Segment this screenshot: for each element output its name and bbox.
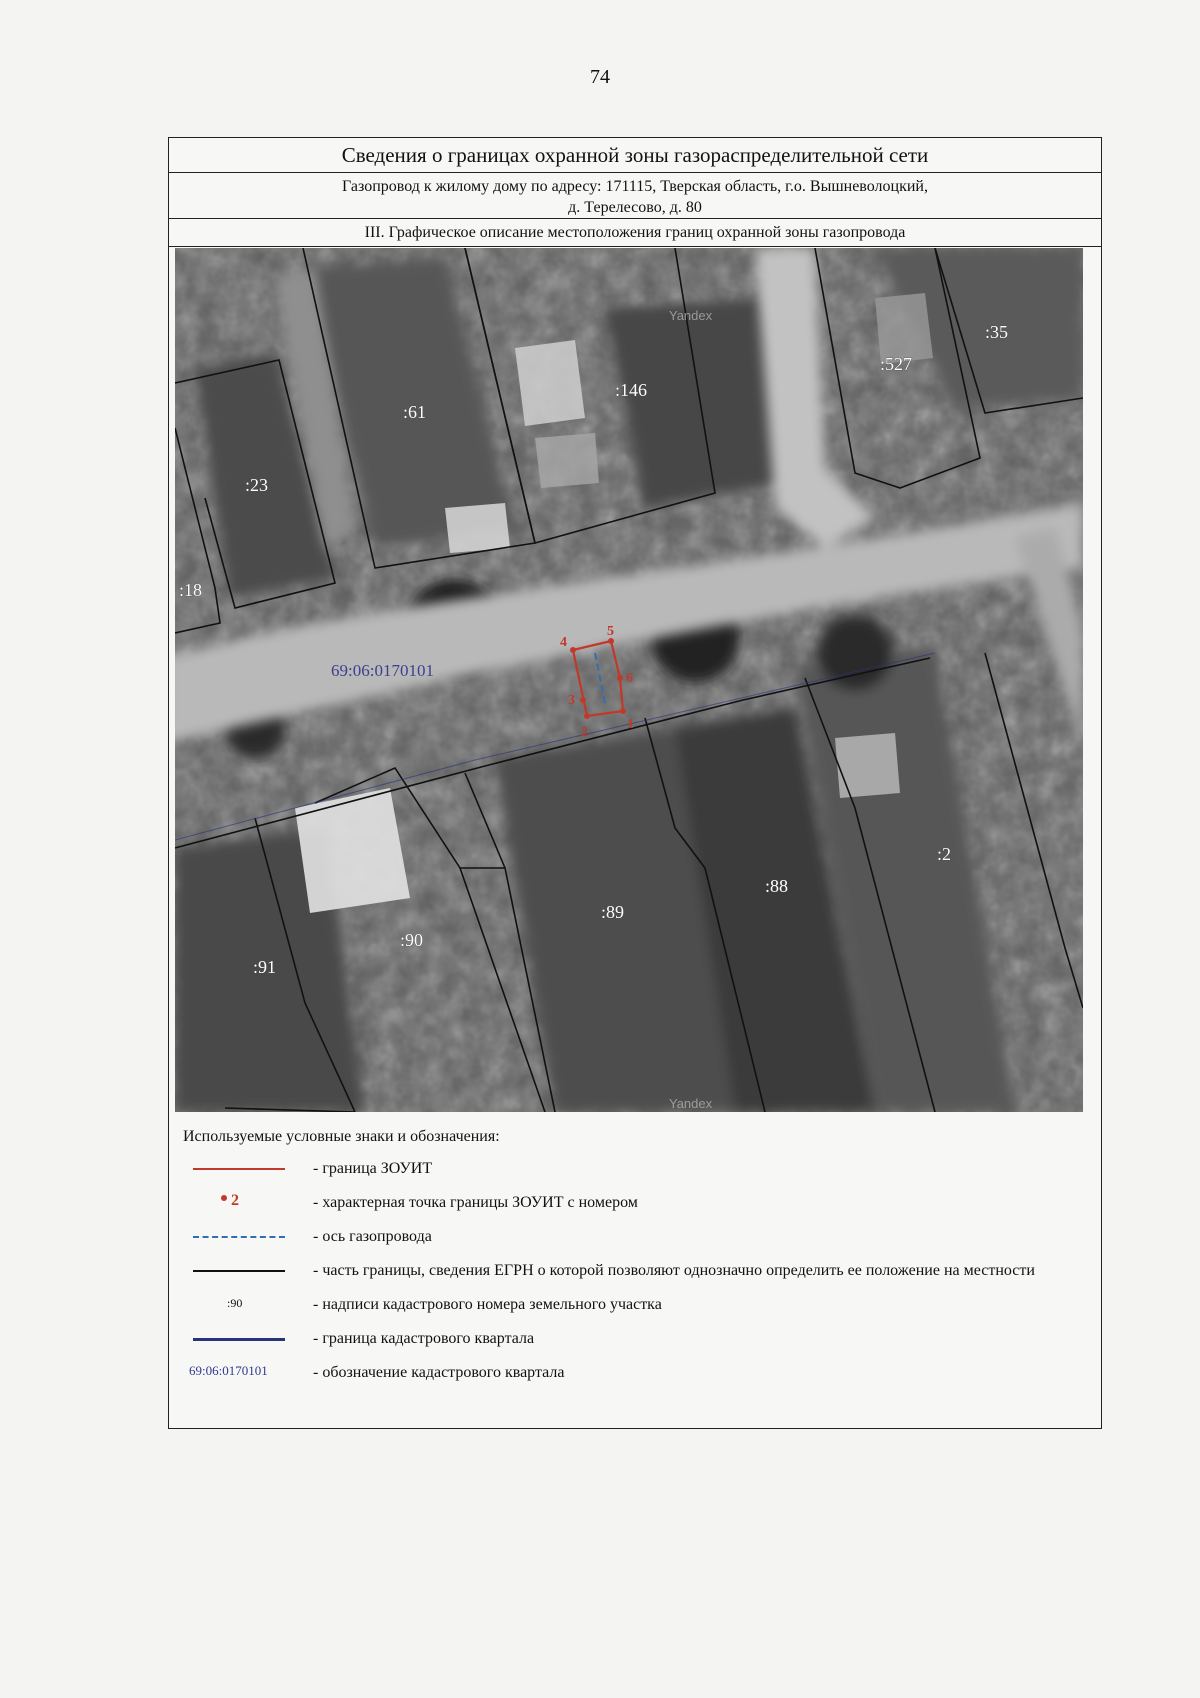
legend-text: - характерная точка границы ЗОУИТ с номером (313, 1194, 638, 1211)
zone-point-1: 1 (627, 717, 634, 732)
zone-point-4: 4 (560, 635, 567, 650)
map-svg (175, 248, 1083, 1112)
map-watermark-bottom: Yandex (669, 1096, 713, 1111)
legend-title: Используемые условные знаки и обозначения: (183, 1128, 500, 1145)
plot-label-35: :35 (985, 322, 1009, 342)
legend-item-plot-number (183, 1294, 1083, 1315)
legend (183, 1128, 1083, 1396)
plot-label-146: :146 (615, 380, 648, 400)
zone-point-2: 2 (581, 725, 588, 740)
legend-text: - обозначение кадастрового квартала (313, 1364, 565, 1381)
legend-point-number: 2 (231, 1192, 239, 1209)
legend-text: - часть границы, сведения ЕГРН о которой позволяют однозначно определить ее положение на местности (313, 1262, 1035, 1279)
legend-item-egrn-boundary (183, 1260, 1083, 1281)
plot-label-18: :18 (179, 580, 203, 600)
legend-item-gas-axis (183, 1226, 1083, 1247)
legend-symbol-blue-line (183, 1328, 313, 1348)
plot-label-61: :61 (403, 402, 427, 422)
page-number: 74 (590, 66, 610, 88)
plot-label-89: :89 (601, 902, 625, 922)
legend-symbol-quarter (183, 1362, 313, 1382)
subtitle-line-2: д. Терелесово, д. 80 (568, 199, 702, 216)
zone-point-5: 5 (607, 624, 614, 639)
legend-item-zone-boundary (183, 1158, 1083, 1179)
map-watermark: Yandex (669, 308, 713, 323)
legend-symbol-blue-dash (183, 1226, 313, 1246)
plot-label-2: :2 (937, 844, 952, 864)
document-title: Сведения о границах охранной зоны газораспределительной сети (169, 138, 1101, 173)
plot-label-90: :90 (400, 930, 424, 950)
document-subtitle (169, 173, 1101, 219)
plot-label-23: :23 (245, 475, 269, 495)
zone-point-3: 3 (568, 693, 575, 708)
legend-symbol-black-line (183, 1260, 313, 1280)
legend-item-quarter-label (183, 1362, 1083, 1383)
zone-point-6-marker (617, 675, 623, 681)
legend-text: - надписи кадастрового номера земельного участка (313, 1296, 662, 1313)
legend-symbol-point (183, 1192, 313, 1212)
satellite-map (175, 248, 1083, 1112)
subtitle-line-1: Газопровод к жилому дому по адресу: 171115, Тверская область, г.о. Вышневолоцкий, (342, 178, 928, 195)
section-title: III. Графическое описание местоположения границ охранной зоны газопровода (169, 219, 1101, 247)
legend-item-quarter-boundary (183, 1328, 1083, 1349)
plot-label-91: :91 (253, 957, 277, 977)
zone-point-6: 6 (626, 671, 633, 686)
legend-quarter-code: 69:06:0170101 (189, 1363, 268, 1378)
document-frame (168, 137, 1102, 1429)
cadastral-quarter-label: 69:06:0170101 (331, 661, 434, 680)
legend-plot-number: :90 (227, 1296, 243, 1310)
zone-point-1-marker (620, 708, 626, 714)
zone-point-2-marker (584, 713, 590, 719)
legend-text: - граница кадастрового квартала (313, 1330, 535, 1347)
plot-label-527: :527 (880, 354, 913, 374)
legend-text: - ось газопровода (313, 1228, 432, 1245)
legend-symbol-number (183, 1294, 313, 1314)
zone-point-4-marker (570, 647, 576, 653)
legend-item-boundary-point (183, 1192, 1083, 1213)
zone-point-3-marker (580, 697, 586, 703)
plot-label-88: :88 (765, 876, 789, 896)
legend-symbol-red-line (183, 1158, 313, 1178)
legend-text: - граница ЗОУИТ (313, 1160, 433, 1177)
